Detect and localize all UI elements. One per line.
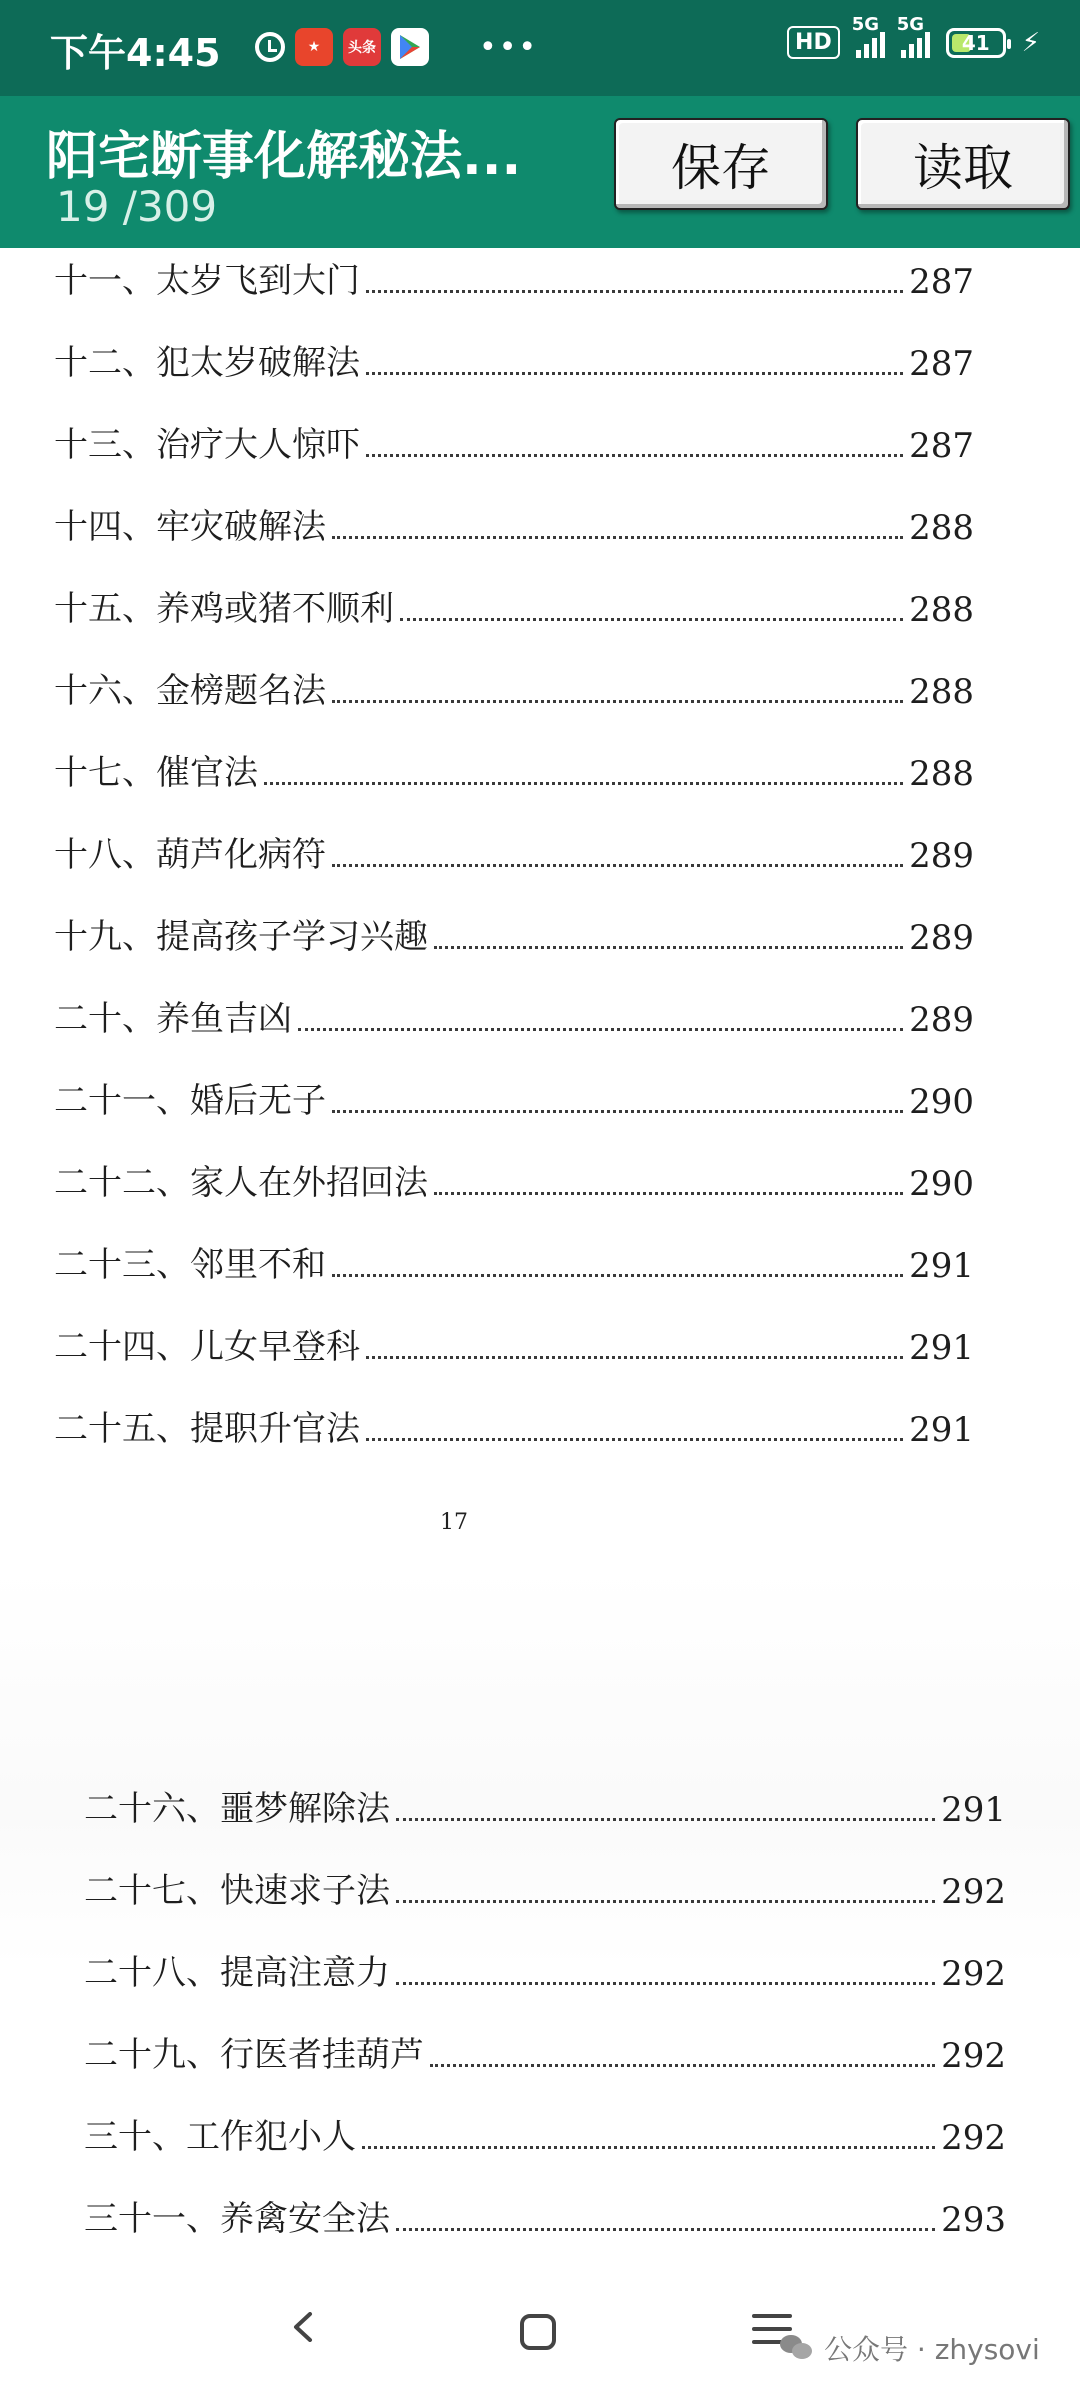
toc-entry bbox=[84, 2026, 1006, 2076]
toc-entry-page: 289 bbox=[909, 918, 974, 958]
more-notifications-icon: ••• bbox=[479, 29, 539, 65]
toc-entry-page: 292 bbox=[941, 2036, 1006, 2076]
toc-entry-page: 290 bbox=[909, 1164, 974, 1204]
toc-leader-dots bbox=[366, 1356, 903, 1359]
shopping-app-icon: ★ bbox=[295, 28, 333, 66]
toc-entry-title: 二十七、快速求子法 bbox=[84, 1871, 390, 1911]
toc-entry-title: 十七、催官法 bbox=[54, 753, 258, 793]
toc-entry-title: 二十四、儿女早登科 bbox=[54, 1327, 360, 1367]
toc-leader-dots bbox=[434, 946, 903, 949]
toc-entry-page: 287 bbox=[909, 262, 974, 302]
reader-toolbar bbox=[0, 96, 1080, 248]
toc-leader-dots bbox=[434, 1192, 903, 1195]
toc-entry-page: 291 bbox=[909, 1246, 974, 1286]
notification-icons bbox=[255, 28, 538, 66]
toc-entry bbox=[54, 1154, 974, 1204]
toc-leader-dots bbox=[332, 536, 903, 539]
navigation-bar bbox=[0, 2288, 1080, 2400]
toc-entry-page: 288 bbox=[909, 754, 974, 794]
toc-entry bbox=[54, 498, 974, 548]
toc-leader-dots bbox=[366, 1438, 903, 1441]
toc-entry-title: 二十九、行医者挂葫芦 bbox=[84, 2035, 424, 2075]
toc-entry-page: 291 bbox=[909, 1410, 974, 1450]
toc-entry bbox=[54, 580, 974, 630]
battery-level: 41 bbox=[961, 30, 990, 55]
page-counter: 19 /309 bbox=[56, 182, 218, 231]
load-button[interactable]: 读取 bbox=[856, 118, 1070, 210]
toc-entry bbox=[54, 908, 974, 958]
status-time: 下午4:45 bbox=[50, 31, 221, 75]
toutiao-app-icon: 头条 bbox=[343, 28, 381, 66]
toc-entry-title: 二十六、噩梦解除法 bbox=[84, 1789, 390, 1829]
play-store-icon bbox=[391, 28, 429, 66]
toc-entry bbox=[54, 1072, 974, 1122]
watermark-text: 公众号 · zhysovi bbox=[824, 2333, 1040, 2366]
toc-leader-dots bbox=[332, 1274, 903, 1277]
save-button[interactable]: 保存 bbox=[614, 118, 828, 210]
toc-entry-title: 十八、葫芦化病符 bbox=[54, 835, 326, 875]
toc-entry bbox=[84, 2190, 1006, 2240]
toc-leader-dots bbox=[366, 372, 903, 375]
battery-icon bbox=[946, 28, 1006, 58]
toc-entry-page: 292 bbox=[941, 2118, 1006, 2158]
toc-leader-dots bbox=[396, 1818, 935, 1821]
toc-leader-dots bbox=[366, 454, 903, 457]
toc-entry bbox=[84, 1862, 1006, 1912]
toc-entry-page: 293 bbox=[941, 2200, 1006, 2240]
toc-leader-dots bbox=[430, 2064, 935, 2067]
toc-entry-page: 288 bbox=[909, 508, 974, 548]
toc-entry-title: 十二、犯太岁破解法 bbox=[54, 343, 360, 383]
toc-entry-title: 十四、牢灾破解法 bbox=[54, 507, 326, 547]
back-icon[interactable] bbox=[288, 2312, 318, 2342]
toc-leader-dots bbox=[264, 782, 903, 785]
toc-entry-page: 289 bbox=[909, 1000, 974, 1040]
toc-entry-page: 287 bbox=[909, 426, 974, 466]
toc-entry bbox=[54, 1318, 974, 1368]
toc-leader-dots bbox=[332, 864, 903, 867]
toc-entry bbox=[54, 744, 974, 794]
toc-leader-dots bbox=[332, 1110, 903, 1113]
toc-entry bbox=[54, 334, 974, 384]
printed-page-number: 17 bbox=[440, 1510, 468, 1535]
toc-entry bbox=[54, 990, 974, 1040]
toc-entry bbox=[54, 826, 974, 876]
document-viewer[interactable] bbox=[0, 248, 1080, 2288]
system-indicators bbox=[787, 13, 1040, 59]
toc-entry bbox=[84, 1944, 1006, 1994]
toc-entry bbox=[84, 1780, 1006, 1830]
toc-entry-title: 十六、金榜题名法 bbox=[54, 671, 326, 711]
home-icon[interactable] bbox=[520, 2314, 556, 2350]
toc-entry bbox=[54, 252, 974, 302]
toc-entry-page: 288 bbox=[909, 672, 974, 712]
toc-leader-dots bbox=[396, 1900, 935, 1903]
toc-entry-title: 十五、养鸡或猪不顺利 bbox=[54, 589, 394, 629]
toc-entry-title: 二十三、邻里不和 bbox=[54, 1245, 326, 1285]
toc-entry bbox=[54, 1400, 974, 1450]
alarm-icon bbox=[255, 32, 285, 62]
signal-strength-icon: 5G bbox=[856, 28, 885, 58]
toc-entry-title: 二十二、家人在外招回法 bbox=[54, 1163, 428, 1203]
toc-entry-title: 十一、太岁飞到大门 bbox=[54, 261, 360, 301]
toc-entry-page: 292 bbox=[941, 1872, 1006, 1912]
signal-strength-icon-2: 5G bbox=[901, 28, 930, 58]
toc-entry-title: 二十一、婚后无子 bbox=[54, 1081, 326, 1121]
toc-leader-dots bbox=[298, 1028, 903, 1031]
document-title: 阳宅断事化解秘法... bbox=[46, 127, 522, 187]
toc-entry bbox=[54, 1236, 974, 1286]
toc-entry-page: 292 bbox=[941, 1954, 1006, 1994]
toc-entry-page: 290 bbox=[909, 1082, 974, 1122]
toc-entry-title: 十九、提高孩子学习兴趣 bbox=[54, 917, 428, 957]
toc-entry-title: 二十、养鱼吉凶 bbox=[54, 999, 292, 1039]
toc-entry-page: 288 bbox=[909, 590, 974, 630]
toc-entry bbox=[54, 662, 974, 712]
toc-leader-dots bbox=[366, 290, 903, 293]
toc-entry bbox=[84, 2108, 1006, 2158]
toc-entry-title: 十三、治疗大人惊吓 bbox=[54, 425, 360, 465]
toc-leader-dots bbox=[362, 2146, 935, 2149]
toc-entry-page: 287 bbox=[909, 344, 974, 384]
toc-entry-title: 三十一、养禽安全法 bbox=[84, 2199, 390, 2239]
toc-entry-title: 三十、工作犯小人 bbox=[84, 2117, 356, 2157]
hd-voice-icon: HD bbox=[787, 26, 840, 59]
toc-entry-title: 二十五、提职升官法 bbox=[54, 1409, 360, 1449]
toc-entry-page: 291 bbox=[941, 1790, 1006, 1830]
toc-entry-page: 291 bbox=[909, 1328, 974, 1368]
wechat-icon bbox=[780, 2333, 814, 2363]
status-bar bbox=[0, 0, 1080, 96]
toc-leader-dots bbox=[396, 2228, 935, 2231]
toc-entry-title: 二十八、提高注意力 bbox=[84, 1953, 390, 1993]
toc-entry bbox=[54, 416, 974, 466]
charging-icon: ⚡ bbox=[1021, 27, 1040, 58]
watermark bbox=[780, 2328, 1040, 2368]
toc-leader-dots bbox=[332, 700, 903, 703]
toc-leader-dots bbox=[400, 618, 903, 621]
toc-entry-page: 289 bbox=[909, 836, 974, 876]
toc-leader-dots bbox=[396, 1982, 935, 1985]
